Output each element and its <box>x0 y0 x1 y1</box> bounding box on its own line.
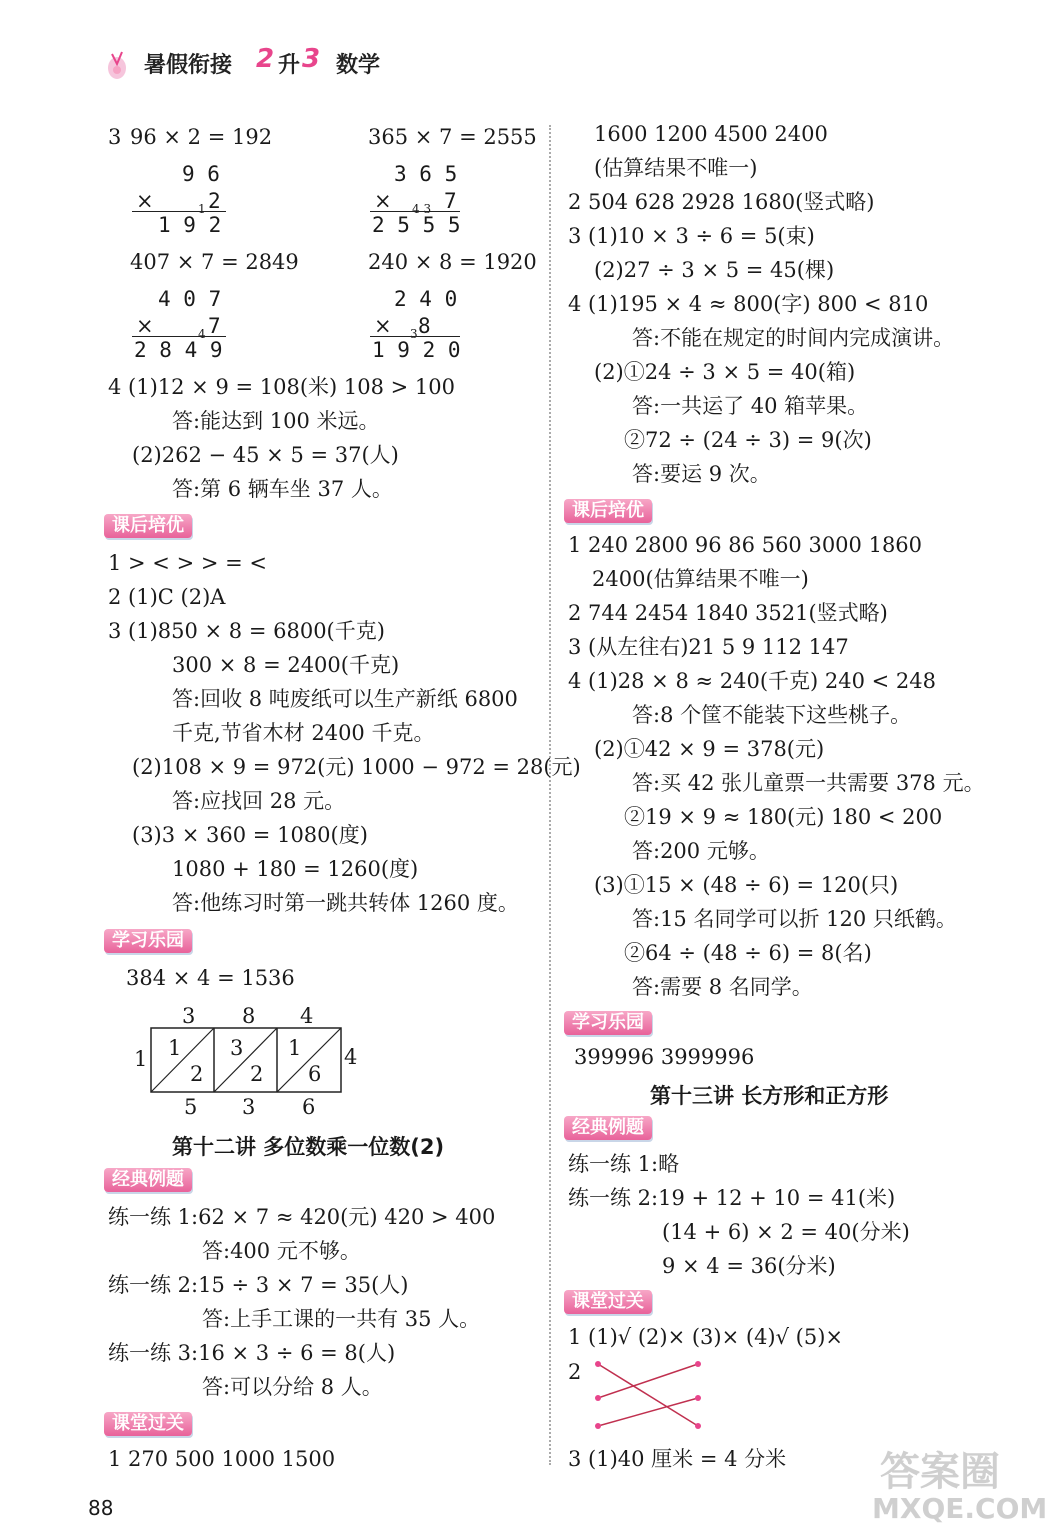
q3-eq3: 407 × 7 = 2849 <box>130 250 299 274</box>
ketang-line: 1 270 500 1000 1500 <box>108 1447 336 1471</box>
right-top-line: ②72 ÷ (24 ÷ 3) = 9(次) <box>624 428 872 452</box>
badge-ketang-guoguan: 课堂过关 <box>564 1290 652 1314</box>
r-ketang-line: 3 (1)40 厘米 = 4 分米 <box>568 1447 787 1471</box>
jingdian-line: 练一练 2:15 ÷ 3 × 7 = 35(人) <box>108 1273 409 1297</box>
jingdian-line: 练一练 3:16 × 3 ÷ 6 = 8(人) <box>108 1341 396 1365</box>
xuexi-equation: 384 × 4 = 1536 <box>126 966 295 990</box>
lattice-cell-tens: 1 <box>288 1036 302 1060</box>
v1-top: 9 6 <box>182 162 220 186</box>
jingdian-line: 答:上手工课的一共有 35 人。 <box>202 1307 481 1331</box>
right-top-line: 4 (1)195 × 4 ≈ 800(字) 800 < 810 <box>568 292 929 316</box>
watermark-top: 答案圈 <box>880 1449 1000 1495</box>
header-flower-icon <box>100 48 134 82</box>
v3-digit: 7 <box>208 314 221 338</box>
v2-mul: × <box>374 189 392 213</box>
lattice-top-digit: 4 <box>300 1004 314 1028</box>
v2-carry: 4 3 <box>412 202 432 216</box>
v4-carry: 3 <box>410 327 418 341</box>
lattice-left-digit: 1 <box>134 1047 148 1071</box>
r-ketang-line: 1 (1)√ (2)× (3)× (4)√ (5)× <box>568 1325 844 1349</box>
lattice-cell-ones: 2 <box>190 1062 204 1086</box>
watermark-bottom: MXQE.COM <box>872 1492 1048 1525</box>
v2-result: 2 5 5 5 <box>372 213 461 237</box>
kehou-line: 1 > < > > = < <box>108 551 267 575</box>
section-title-12: 第十二讲 多位数乘一位数(2) <box>172 1135 445 1159</box>
kehou-line: 答:回收 8 吨废纸可以生产新纸 6800 <box>172 687 518 711</box>
q4-line: 4 (1)12 × 9 = 108(米) 108 > 100 <box>108 375 456 399</box>
lattice-right-digit: 4 <box>344 1045 358 1069</box>
badge-ketang-guoguan: 课堂过关 <box>104 1412 192 1436</box>
kehou-line: 3 (1)850 × 8 = 6800(千克) <box>108 619 385 643</box>
section-title-13: 第十三讲 长方形和正方形 <box>650 1084 889 1108</box>
right-top-line: 3 (1)10 × 3 ÷ 6 = 5(束) <box>568 224 815 248</box>
r-kehou-line: 答:买 42 张儿童票一共需要 378 元。 <box>632 771 985 795</box>
q3-eq1: 96 × 2 = 192 <box>130 125 273 149</box>
r-ketang-line: 2 <box>568 1360 582 1384</box>
right-top-line: 答:要运 9 次。 <box>632 462 771 486</box>
badge-kehou-peiyou: 课后培优 <box>104 514 192 538</box>
q3-eq2: 365 × 7 = 2555 <box>368 125 537 149</box>
r-kehou-line: ②19 × 9 ≈ 180(元) 180 < 200 <box>624 805 943 829</box>
v3-line <box>132 336 226 337</box>
v4-result: 1 9 2 0 <box>372 338 461 362</box>
q3-number: 3 <box>108 125 122 149</box>
v1-digit: 2 <box>208 189 221 213</box>
lattice-cell-tens: 3 <box>230 1036 244 1060</box>
badge-xuexi-leyuan: 学习乐园 <box>564 1011 652 1035</box>
r-kehou-line: 答:15 名同学可以折 120 只纸鹤。 <box>632 907 957 931</box>
r-kehou-line: 答:需要 8 名同学。 <box>632 975 813 999</box>
page-number: 88 <box>88 1496 114 1520</box>
v4-digit: 8 <box>418 314 431 338</box>
v1-line <box>132 211 226 212</box>
right-top-line: 1600 1200 4500 2400 <box>594 122 828 146</box>
right-top-line: 答:一共运了 40 箱苹果。 <box>632 394 869 418</box>
r-kehou-line: (2)①42 × 9 = 378(元) <box>594 737 825 761</box>
jingdian-line: 练一练 1:62 × 7 ≈ 420(元) 420 > 400 <box>108 1205 496 1229</box>
lattice-bottom-digit: 5 <box>184 1095 198 1119</box>
jingdian-line: 答:400 元不够。 <box>202 1239 361 1263</box>
kehou-line: 千克,节省木材 2400 千克。 <box>172 721 435 745</box>
lattice-bottom-digit: 3 <box>242 1095 256 1119</box>
v4-line <box>370 336 460 337</box>
jingdian-line: 答:可以分给 8 人。 <box>202 1375 383 1399</box>
r-kehou-line: 2400(估算结果不唯一) <box>592 567 809 591</box>
kehou-line: 1080 + 180 = 1260(度) <box>172 857 419 881</box>
v4-top: 2 4 0 <box>394 287 458 311</box>
lattice-bottom-digit: 6 <box>302 1095 316 1119</box>
matching-lines-diagram <box>592 1358 704 1434</box>
q4-line: 答:能达到 100 米远。 <box>172 409 380 433</box>
lattice-cell-ones: 6 <box>308 1062 322 1086</box>
header-grade-mid: 升 <box>278 53 301 78</box>
r-jingdian-line: (14 + 6) × 2 = 40(分米) <box>662 1220 910 1244</box>
lattice-cell-ones: 2 <box>250 1062 264 1086</box>
v3-result: 2 8 4 9 <box>134 338 223 362</box>
v3-carry: 4 <box>198 327 206 341</box>
v1-result: 1 9 2 <box>158 213 222 237</box>
header-subject: 数学 <box>336 53 381 78</box>
v2-line <box>370 211 460 212</box>
badge-kehou-peiyou: 课后培优 <box>564 499 652 523</box>
r-jingdian-line: 练一练 1:略 <box>568 1152 680 1176</box>
header-grade-b: 3 <box>302 44 321 74</box>
v3-mul: × <box>136 314 154 338</box>
lattice-top-digit: 3 <box>182 1004 196 1028</box>
header-title: 暑假衔接 <box>144 53 233 78</box>
v1-carry: 1 <box>198 202 206 216</box>
q3-eq4: 240 × 8 = 1920 <box>368 250 537 274</box>
r-kehou-line: 4 (1)28 × 8 ≈ 240(千克) 240 < 248 <box>568 669 937 693</box>
v4-mul: × <box>374 314 392 338</box>
q4-line: 答:第 6 辆车坐 37 人。 <box>172 477 393 501</box>
v2-digit: 7 <box>444 189 457 213</box>
right-top-line: (2)27 ÷ 3 × 5 = 45(棵) <box>594 258 835 282</box>
r-kehou-line: 答:200 元够。 <box>632 839 770 863</box>
r-kehou-line: ②64 ÷ (48 ÷ 6) = 8(名) <box>624 941 872 965</box>
r-kehou-line: 2 744 2454 1840 3521(竖式略) <box>568 601 888 625</box>
kehou-line: 300 × 8 = 2400(千克) <box>172 653 400 677</box>
right-top-line: (2)①24 ÷ 3 × 5 = 40(箱) <box>594 360 856 384</box>
kehou-line: 答:他练习时第一跳共转体 1260 度。 <box>172 891 519 915</box>
r-kehou-line: 1 240 2800 96 86 560 3000 1860 <box>568 533 923 557</box>
lattice-top-digit: 8 <box>242 1004 256 1028</box>
right-top-line: 2 504 628 2928 1680(竖式略) <box>568 190 875 214</box>
badge-xuexi-leyuan: 学习乐园 <box>104 929 192 953</box>
kehou-line: 答:应找回 28 元。 <box>172 789 346 813</box>
right-top-line: (估算结果不唯一) <box>594 156 758 180</box>
r-jingdian-line: 9 × 4 = 36(分米) <box>662 1254 836 1278</box>
badge-jingdian-liti: 经典例题 <box>564 1116 652 1140</box>
kehou-line: (2)108 × 9 = 972(元) 1000 − 972 = 28(元) <box>132 755 581 779</box>
column-divider <box>549 125 551 1465</box>
r-kehou-line: 答:8 个筐不能装下这些桃子。 <box>632 703 912 727</box>
v2-top: 3 6 5 <box>394 162 458 186</box>
right-top-line: 答:不能在规定的时间内完成演讲。 <box>632 326 955 350</box>
v3-top: 4 0 7 <box>158 287 222 311</box>
q4-line: (2)262 − 45 × 5 = 37(人) <box>132 443 399 467</box>
lattice-cell-tens: 1 <box>168 1036 182 1060</box>
v1-mul: × <box>136 189 154 213</box>
kehou-line: 2 (1)C (2)A <box>108 585 226 609</box>
kehou-line: (3)3 × 360 = 1080(度) <box>132 823 368 847</box>
r-kehou-line: 3 (从左往右)21 5 9 112 147 <box>568 635 849 659</box>
r-xuexi-line: 399996 3999996 <box>574 1045 755 1069</box>
header-grade-a: 2 <box>256 44 275 74</box>
r-jingdian-line: 练一练 2:19 + 12 + 10 = 41(米) <box>568 1186 896 1210</box>
badge-jingdian-liti: 经典例题 <box>104 1168 192 1192</box>
r-kehou-line: (3)①15 × (48 ÷ 6) = 120(只) <box>594 873 899 897</box>
